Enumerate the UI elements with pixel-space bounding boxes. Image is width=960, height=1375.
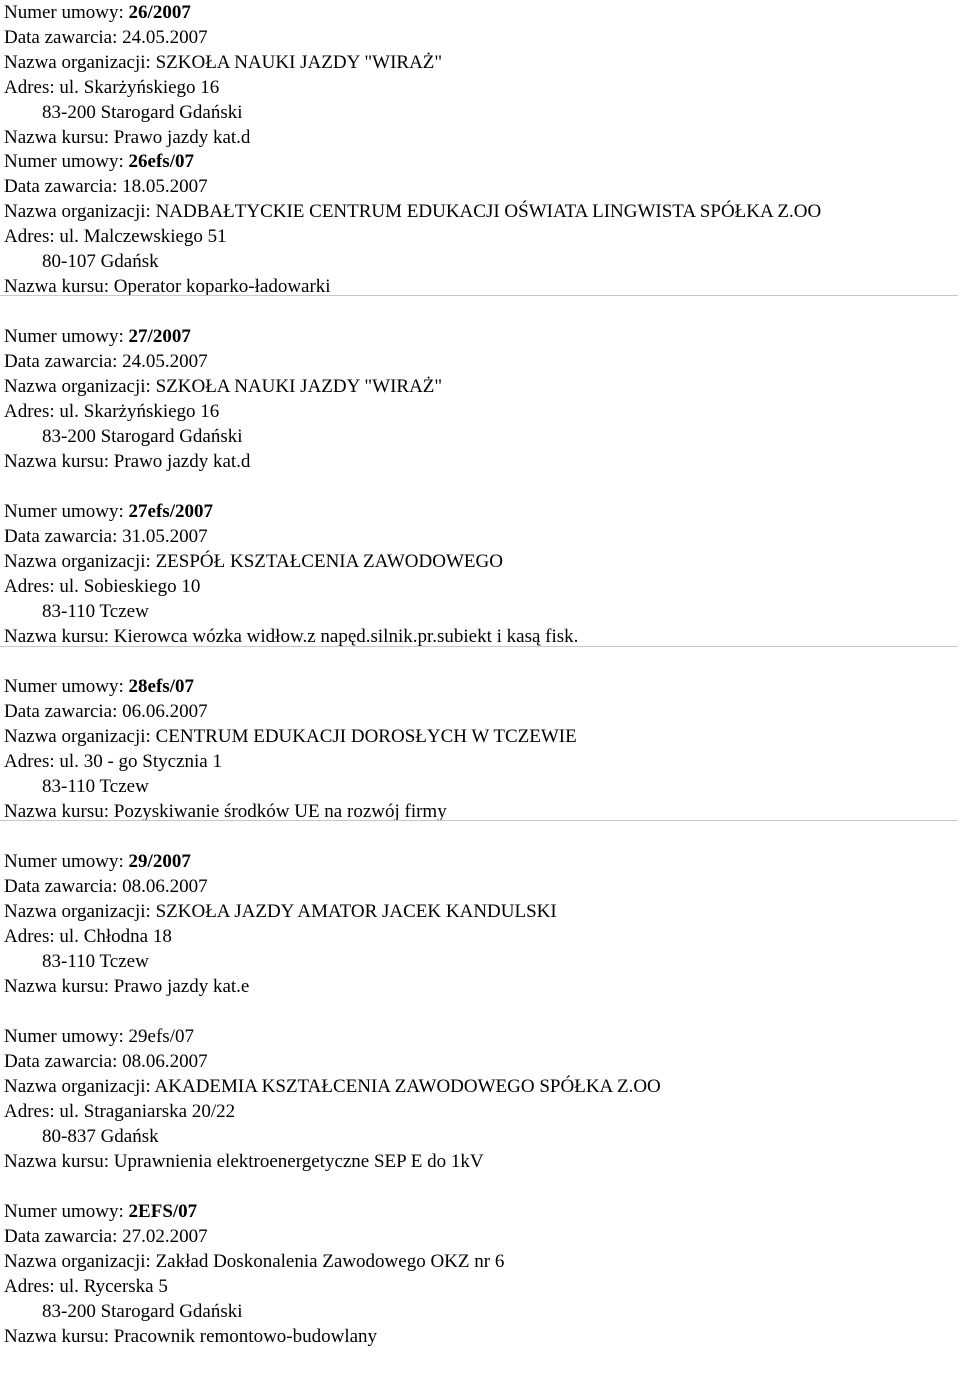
course-label: Nazwa kursu: <box>4 976 109 997</box>
address-street: Straganiarska 20/22 <box>83 1101 236 1122</box>
address-street: Malczewskiego 51 <box>83 226 227 247</box>
address-city: 83-200 Starogard Gdański <box>42 426 243 447</box>
address-label: Adres: ul. <box>4 751 79 772</box>
course-line <box>4 125 960 150</box>
contract-record <box>4 499 960 674</box>
course-name: Prawo jazdy kat.d <box>113 451 251 472</box>
address-street: Skarżyńskiego 16 <box>83 77 220 98</box>
address-line <box>4 399 960 424</box>
organization-name: NADBAŁTYCKIE CENTRUM EDUKACJI OŚWIATA LINGWISTA SPÓŁKA Z.OO <box>155 201 822 222</box>
contract-number-line <box>4 499 960 524</box>
organization-name: ZESPÓŁ KSZTAŁCENIA ZAWODOWEGO <box>155 551 503 572</box>
contract-number-label: Numer umowy: <box>4 2 124 23</box>
organization-label: Nazwa organizacji: <box>4 1076 151 1097</box>
organization-label: Nazwa organizacji: <box>4 1251 151 1272</box>
address-street: Skarżyńskiego 16 <box>83 401 220 422</box>
contract-date-label: Data zawarcia: <box>4 1226 118 1247</box>
contract-date-value: 31.05.2007 <box>122 526 208 547</box>
contract-number-line <box>4 0 960 25</box>
address-street: 30 - go Stycznia 1 <box>83 751 222 772</box>
organization-name: CENTRUM EDUKACJI DOROSŁYCH W TCZEWIE <box>155 726 577 747</box>
address-city: 80-837 Gdańsk <box>42 1126 159 1147</box>
course-name: Prawo jazdy kat.d <box>113 127 251 148</box>
address-line <box>4 574 960 599</box>
contract-date-line <box>4 699 960 724</box>
organization-name: Zakład Doskonalenia Zawodowego OKZ nr 6 <box>155 1251 505 1272</box>
contract-date-line <box>4 524 960 549</box>
course-name: Pracownik remontowo-budowlany <box>113 1326 378 1347</box>
address-label: Adres: ul. <box>4 401 79 422</box>
contract-record <box>4 1024 960 1199</box>
organization-name: AKADEMIA KSZTAŁCENIA ZAWODOWEGO SPÓŁKA Z.OO <box>154 1076 661 1097</box>
contract-date-value: 06.06.2007 <box>122 701 208 722</box>
contract-record <box>4 149 960 324</box>
contract-number-value: 26/2007 <box>128 2 191 23</box>
course-line <box>4 449 960 474</box>
course-label: Nazwa kursu: <box>4 1326 109 1347</box>
contract-number-line <box>4 674 960 699</box>
organization-line <box>4 199 960 224</box>
contract-date-line <box>4 174 960 199</box>
record-divider <box>0 295 958 296</box>
contract-number-label: Numer umowy: <box>4 1026 124 1047</box>
course-label: Nazwa kursu: <box>4 1151 109 1172</box>
organization-name: SZKOŁA NAUKI JAZDY "WIRAŻ" <box>155 376 443 397</box>
contract-date-value: 24.05.2007 <box>122 351 208 372</box>
address-line <box>4 1099 960 1124</box>
organization-line <box>4 899 960 924</box>
contract-records-list <box>4 0 960 1348</box>
contract-number-value: 26efs/07 <box>128 151 194 172</box>
organization-line <box>4 549 960 574</box>
contract-date-label: Data zawarcia: <box>4 176 118 197</box>
contract-number-value: 29efs/07 <box>128 1026 194 1047</box>
contract-number-value: 28efs/07 <box>128 676 194 697</box>
organization-label: Nazwa organizacji: <box>4 52 151 73</box>
organization-line <box>4 374 960 399</box>
address-city: 83-200 Starogard Gdański <box>42 1301 243 1322</box>
course-name: Operator koparko-ładowarki <box>113 276 331 297</box>
contract-record <box>4 1199 960 1348</box>
contract-date-label: Data zawarcia: <box>4 526 118 547</box>
contract-record <box>4 674 960 849</box>
contract-number-value: 27/2007 <box>128 326 191 347</box>
address-label: Adres: ul. <box>4 1276 79 1297</box>
contract-number-line <box>4 324 960 349</box>
course-line <box>4 974 960 999</box>
address-city: 83-200 Starogard Gdański <box>42 102 243 123</box>
contract-date-label: Data zawarcia: <box>4 876 118 897</box>
course-label: Nazwa kursu: <box>4 801 109 822</box>
course-label: Nazwa kursu: <box>4 626 109 647</box>
address-city: 80-107 Gdańsk <box>42 251 159 272</box>
contract-number-line <box>4 149 960 174</box>
contract-number-line <box>4 1024 960 1049</box>
course-line <box>4 1149 960 1174</box>
address-label: Adres: ul. <box>4 1101 79 1122</box>
contract-date-value: 27.02.2007 <box>122 1226 208 1247</box>
address-city: 83-110 Tczew <box>42 776 149 797</box>
contract-date-label: Data zawarcia: <box>4 1051 118 1072</box>
contract-number-value: 2EFS/07 <box>128 1201 198 1222</box>
course-name: Uprawnienia elektroenergetyczne SEP E do 1kV <box>113 1151 484 1172</box>
address-label: Adres: ul. <box>4 77 79 98</box>
organization-line <box>4 50 960 75</box>
contract-date-line <box>4 25 960 50</box>
organization-name: SZKOŁA NAUKI JAZDY "WIRAŻ" <box>155 52 443 73</box>
address-street: Chłodna 18 <box>83 926 172 947</box>
contract-number-value: 27efs/2007 <box>128 501 213 522</box>
record-divider <box>0 820 958 821</box>
organization-label: Nazwa organizacji: <box>4 201 151 222</box>
address-street: Sobieskiego 10 <box>83 576 201 597</box>
organization-line <box>4 1249 960 1274</box>
course-name: Kierowca wózka widłow.z napęd.silnik.pr.subiekt i kasą fisk. <box>113 626 579 647</box>
contract-date-value: 24.05.2007 <box>122 27 208 48</box>
organization-line <box>4 1074 960 1099</box>
contract-number-line <box>4 849 960 874</box>
contract-date-value: 08.06.2007 <box>122 876 208 897</box>
address-line <box>4 75 960 100</box>
contract-record <box>4 324 960 499</box>
address-label: Adres: ul. <box>4 226 79 247</box>
address-street: Rycerska 5 <box>83 1276 168 1297</box>
course-line <box>4 1324 960 1349</box>
organization-label: Nazwa organizacji: <box>4 551 151 572</box>
contract-date-value: 18.05.2007 <box>122 176 208 197</box>
contract-date-label: Data zawarcia: <box>4 701 118 722</box>
contract-number-label: Numer umowy: <box>4 851 124 872</box>
address-line <box>4 1274 960 1299</box>
contract-number-value: 29/2007 <box>128 851 191 872</box>
course-name: Pozyskiwanie środków UE na rozwój firmy <box>113 801 447 822</box>
organization-label: Nazwa organizacji: <box>4 376 151 397</box>
address-label: Adres: ul. <box>4 926 79 947</box>
address-city: 83-110 Tczew <box>42 951 149 972</box>
contract-date-label: Data zawarcia: <box>4 351 118 372</box>
contract-date-line <box>4 349 960 374</box>
address-label: Adres: ul. <box>4 576 79 597</box>
course-label: Nazwa kursu: <box>4 127 109 148</box>
contract-record <box>4 849 960 1024</box>
address-line <box>4 924 960 949</box>
contract-date-line <box>4 874 960 899</box>
organization-name: SZKOŁA JAZDY AMATOR JACEK KANDULSKI <box>155 901 557 922</box>
address-line <box>4 749 960 774</box>
contract-date-label: Data zawarcia: <box>4 27 118 48</box>
contract-record <box>4 0 960 149</box>
address-city: 83-110 Tczew <box>42 601 149 622</box>
contract-date-line <box>4 1224 960 1249</box>
contract-number-label: Numer umowy: <box>4 151 124 172</box>
contract-number-label: Numer umowy: <box>4 326 124 347</box>
contract-number-line <box>4 1199 960 1224</box>
address-line <box>4 224 960 249</box>
contract-number-label: Numer umowy: <box>4 501 124 522</box>
organization-label: Nazwa organizacji: <box>4 726 151 747</box>
contract-date-value: 08.06.2007 <box>122 1051 208 1072</box>
contract-number-label: Numer umowy: <box>4 1201 124 1222</box>
record-divider <box>0 646 958 647</box>
course-label: Nazwa kursu: <box>4 451 109 472</box>
contract-date-line <box>4 1049 960 1074</box>
contract-number-label: Numer umowy: <box>4 676 124 697</box>
course-name: Prawo jazdy kat.e <box>113 976 250 997</box>
organization-label: Nazwa organizacji: <box>4 901 151 922</box>
course-label: Nazwa kursu: <box>4 276 109 297</box>
organization-line <box>4 724 960 749</box>
